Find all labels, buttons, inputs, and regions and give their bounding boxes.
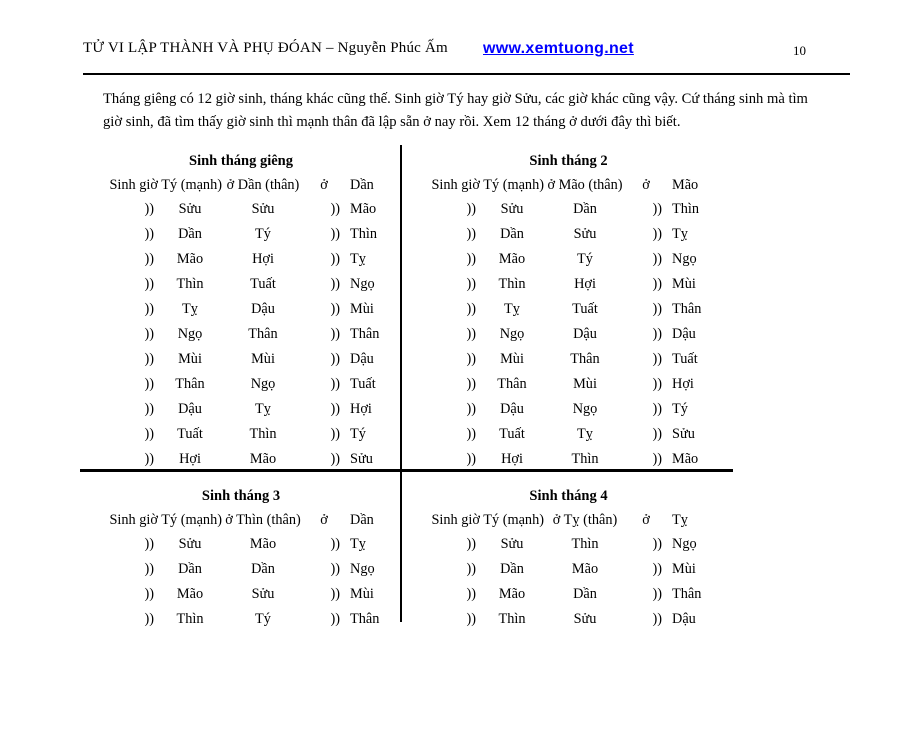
ditto-mark: ))	[652, 426, 662, 442]
hour-mid: Ngọ	[250, 376, 276, 392]
hour-left: Tuất	[177, 426, 203, 442]
hour-left: Sửu	[500, 201, 524, 217]
ditto-mark: ))	[330, 326, 340, 342]
hour-mid: Sửu	[573, 226, 597, 242]
hour-mid: Sửu	[251, 586, 275, 602]
ditto-mark: ))	[330, 561, 340, 577]
hour-left: Dần	[500, 226, 524, 242]
left-column	[80, 145, 402, 632]
hour-left: Mão	[498, 586, 526, 602]
ditto-mark: ))	[652, 326, 662, 342]
table-row	[402, 607, 735, 632]
table-header-row	[80, 512, 402, 530]
header-part: ở	[320, 177, 328, 193]
ditto-mark: ))	[652, 586, 662, 602]
table-row	[80, 297, 402, 322]
hour-right: Thìn	[672, 201, 700, 217]
table-row	[80, 272, 402, 297]
hour-right: Ngọ	[672, 536, 697, 552]
table-body	[80, 532, 402, 632]
ditto-mark: ))	[144, 351, 154, 367]
ditto-mark: ))	[330, 251, 340, 267]
hour-mid: Dần	[573, 201, 597, 217]
ditto-mark: ))	[144, 276, 154, 292]
page-number: 10	[793, 43, 806, 58]
ditto-mark: ))	[144, 536, 154, 552]
hour-right: Sửu	[350, 451, 373, 467]
table-body	[402, 197, 735, 472]
hour-right: Dậu	[672, 326, 696, 342]
hour-mid: Dần	[573, 586, 597, 602]
hour-left: Dần	[178, 226, 202, 242]
table-row	[402, 322, 735, 347]
ditto-mark: ))	[652, 276, 662, 292]
ditto-mark: ))	[144, 376, 154, 392]
header-part: ở	[642, 512, 650, 528]
header-part: ở Mão (thân)	[547, 177, 623, 193]
hour-mid: Dậu	[251, 301, 275, 317]
ditto-mark: ))	[330, 226, 340, 242]
hour-mid: Ngọ	[572, 401, 598, 417]
ditto-mark: ))	[144, 561, 154, 577]
hour-right: Mùi	[350, 301, 374, 317]
ditto-mark: ))	[466, 326, 476, 342]
table-row	[402, 397, 735, 422]
hour-mid: Dần	[251, 561, 275, 577]
hour-mid: Thìn	[571, 451, 599, 467]
hour-left: Tuất	[499, 426, 525, 442]
right-column	[402, 145, 735, 632]
hour-left: Mùi	[178, 351, 202, 367]
ditto-mark: ))	[466, 536, 476, 552]
ditto-mark: ))	[652, 536, 662, 552]
table-month-3	[80, 480, 402, 632]
hour-right: Thân	[350, 326, 380, 342]
header-part: Sinh giờ Tý (mạnh)	[431, 177, 544, 193]
doc-title: TỬ VI LẬP THÀNH VÀ PHỤ ĐÓAN – Nguyễn Phúc Ấm	[83, 40, 448, 56]
table-row	[80, 322, 402, 347]
hour-mid: Tý	[255, 226, 271, 242]
hour-right: Tỵ	[350, 251, 366, 267]
ditto-mark: ))	[144, 451, 154, 467]
hour-mid: Mão	[571, 561, 599, 577]
hour-right: Tuất	[350, 376, 376, 392]
ditto-mark: ))	[466, 276, 476, 292]
header-part: Sinh giờ Tý (mạnh)	[431, 512, 544, 528]
header-part: Dần	[350, 177, 374, 193]
ditto-mark: ))	[466, 401, 476, 417]
hour-left: Thân	[175, 376, 205, 392]
hour-right: Mão	[672, 451, 699, 467]
table-header-row	[402, 177, 735, 195]
site-link[interactable]: www.xemtuong.net	[483, 40, 634, 57]
ditto-mark: ))	[652, 401, 662, 417]
ditto-mark: ))	[652, 251, 662, 267]
ditto-mark: ))	[330, 351, 340, 367]
header-part: ở Thìn (thân)	[225, 512, 301, 528]
ditto-mark: ))	[466, 451, 476, 467]
hour-right: Hợi	[350, 401, 372, 417]
ditto-mark: ))	[652, 611, 662, 627]
table-month-2	[402, 145, 735, 472]
month-tables	[80, 145, 760, 632]
hour-left: Tỵ	[182, 301, 198, 317]
table-row	[80, 197, 402, 222]
hour-left: Thìn	[498, 611, 526, 627]
ditto-mark: ))	[144, 586, 154, 602]
table-row	[402, 532, 735, 557]
table-row	[80, 582, 402, 607]
header-part: ở Tỵ (thân)	[552, 512, 618, 528]
ditto-mark: ))	[144, 401, 154, 417]
table-row	[80, 397, 402, 422]
hour-right: Tuất	[672, 351, 698, 367]
hour-right: Thân	[672, 301, 702, 317]
hour-mid: Sửu	[251, 201, 275, 217]
hour-right: Mùi	[672, 276, 696, 292]
table-title: Sinh tháng 3	[201, 488, 281, 504]
hour-right: Tỵ	[672, 226, 688, 242]
table-month-1	[80, 145, 402, 472]
ditto-mark: ))	[330, 536, 340, 552]
hour-left: Mão	[176, 251, 204, 267]
ditto-mark: ))	[144, 426, 154, 442]
ditto-mark: ))	[144, 611, 154, 627]
hour-left: Dậu	[500, 401, 524, 417]
ditto-mark: ))	[652, 226, 662, 242]
hour-left: Sửu	[178, 536, 202, 552]
ditto-mark: ))	[144, 301, 154, 317]
ditto-mark: ))	[330, 586, 340, 602]
table-row	[80, 372, 402, 397]
hour-right: Ngọ	[672, 251, 697, 267]
table-row	[402, 247, 735, 272]
ditto-mark: ))	[144, 326, 154, 342]
table-row	[80, 422, 402, 447]
ditto-mark: ))	[466, 351, 476, 367]
ditto-mark: ))	[466, 586, 476, 602]
ditto-mark: ))	[652, 376, 662, 392]
hour-mid: Mùi	[251, 351, 275, 367]
table-title: Sinh tháng 2	[529, 153, 608, 169]
table-row	[80, 607, 402, 632]
intro-paragraph: Tháng giêng có 12 giờ sinh, tháng khác cũng thế. Sinh giờ Tý hay giờ Sửu, các giờ khác cũng vậy. Cứ tháng sinh mà tìm giờ sinh, đã tìm thấy giờ sinh thì mạnh thân đã lập sẵn ở nay rồi. Xem 12 tháng ở dưới đây thì biết.	[103, 91, 808, 130]
ditto-mark: ))	[144, 201, 154, 217]
ditto-mark: ))	[330, 201, 340, 217]
table-row	[80, 557, 402, 582]
table-header-row	[402, 512, 735, 530]
hour-right: Dậu	[672, 611, 696, 627]
ditto-mark: ))	[466, 301, 476, 317]
table-row	[402, 197, 735, 222]
hour-mid: Thân	[248, 326, 278, 342]
ditto-mark: ))	[466, 376, 476, 392]
table-row	[402, 422, 735, 447]
hour-left: Mão	[176, 586, 204, 602]
table-month-4	[402, 480, 735, 632]
table-row	[402, 272, 735, 297]
hour-right: Tỵ	[350, 536, 366, 552]
hour-mid: Tý	[577, 251, 593, 267]
table-row	[402, 297, 735, 322]
hour-left: Ngọ	[177, 326, 203, 342]
ditto-mark: ))	[330, 401, 340, 417]
table-row	[402, 347, 735, 372]
header-part: Dần	[350, 512, 374, 528]
header-part: Mão	[672, 177, 699, 193]
hour-right: Thân	[672, 586, 702, 602]
hour-mid: Mão	[249, 451, 277, 467]
ditto-mark: ))	[330, 376, 340, 392]
hour-mid: Mão	[249, 536, 277, 552]
ditto-mark: ))	[330, 611, 340, 627]
ditto-mark: ))	[330, 301, 340, 317]
header-part: ở Dần (thân)	[226, 177, 300, 193]
hour-left: Dần	[500, 561, 524, 577]
hour-mid: Sửu	[573, 611, 597, 627]
ditto-mark: ))	[466, 201, 476, 217]
ditto-mark: ))	[466, 611, 476, 627]
hour-mid: Dậu	[573, 326, 597, 342]
hour-left: Thân	[497, 376, 527, 392]
hour-mid: Tỵ	[255, 401, 271, 417]
hour-right: Mùi	[350, 586, 374, 602]
hour-left: Hợi	[179, 451, 201, 467]
hour-left: Mùi	[500, 351, 524, 367]
hour-mid: Hợi	[574, 276, 596, 292]
hour-left: Sửu	[500, 536, 524, 552]
hour-mid: Tỵ	[577, 426, 593, 442]
ditto-mark: ))	[652, 451, 662, 467]
header-part: ở	[642, 177, 650, 193]
ditto-mark: ))	[652, 561, 662, 577]
hour-right: Sửu	[672, 426, 695, 442]
ditto-mark: ))	[652, 201, 662, 217]
ditto-mark: ))	[144, 226, 154, 242]
header-part: Tỵ	[672, 512, 688, 528]
hour-left: Thìn	[176, 611, 204, 627]
ditto-mark: ))	[652, 351, 662, 367]
ditto-mark: ))	[330, 426, 340, 442]
hour-right: Ngọ	[350, 276, 375, 292]
hour-right: Hợi	[672, 376, 694, 392]
table-row	[402, 222, 735, 247]
ditto-mark: ))	[330, 276, 340, 292]
row-divider	[80, 469, 733, 472]
ditto-mark: ))	[466, 226, 476, 242]
table-row	[80, 347, 402, 372]
header-part: Sinh giờ Tý (mạnh)	[109, 512, 222, 528]
table-row	[402, 372, 735, 397]
table-title: Sinh tháng giêng	[189, 153, 293, 169]
ditto-mark: ))	[466, 426, 476, 442]
table-row	[402, 582, 735, 607]
table-row	[80, 532, 402, 557]
ditto-mark: ))	[466, 251, 476, 267]
hour-mid: Tuất	[250, 276, 276, 292]
hour-mid: Tý	[255, 611, 271, 627]
table-row	[402, 557, 735, 582]
ditto-mark: ))	[652, 301, 662, 317]
hour-right: Mùi	[672, 561, 696, 577]
column-divider	[400, 145, 402, 622]
hour-left: Dậu	[178, 401, 202, 417]
hour-mid: Tuất	[572, 301, 598, 317]
header-part: ở	[320, 512, 328, 528]
hour-right: Mão	[350, 201, 377, 217]
hour-right: Tý	[350, 426, 366, 442]
hour-left: Thìn	[498, 276, 526, 292]
table-title: Sinh tháng 4	[529, 488, 608, 504]
hour-right: Dậu	[350, 351, 374, 367]
hour-right: Tý	[672, 401, 688, 417]
hour-left: Hợi	[501, 451, 523, 467]
hour-right: Thìn	[350, 226, 378, 242]
table-header-row	[80, 177, 402, 195]
hour-mid: Mùi	[573, 376, 597, 392]
ditto-mark: ))	[330, 451, 340, 467]
hour-left: Dần	[178, 561, 202, 577]
hour-mid: Thân	[570, 351, 600, 367]
hour-right: Ngọ	[350, 561, 375, 577]
hour-left: Sửu	[178, 201, 202, 217]
header-rule	[83, 73, 850, 75]
page-header	[0, 40, 913, 66]
table-body	[402, 532, 735, 632]
hour-left: Mão	[498, 251, 526, 267]
hour-left: Tỵ	[504, 301, 520, 317]
hour-mid: Thìn	[571, 536, 599, 552]
hour-left: Thìn	[176, 276, 204, 292]
ditto-mark: ))	[466, 561, 476, 577]
ditto-mark: ))	[144, 251, 154, 267]
hour-left: Ngọ	[499, 326, 525, 342]
hour-right: Thân	[350, 611, 380, 627]
header-part: Sinh giờ Tý (mạnh)	[109, 177, 222, 193]
hour-mid: Hợi	[252, 251, 274, 267]
table-row	[80, 247, 402, 272]
table-body	[80, 197, 402, 472]
table-row	[80, 222, 402, 247]
hour-mid: Thìn	[249, 426, 277, 442]
